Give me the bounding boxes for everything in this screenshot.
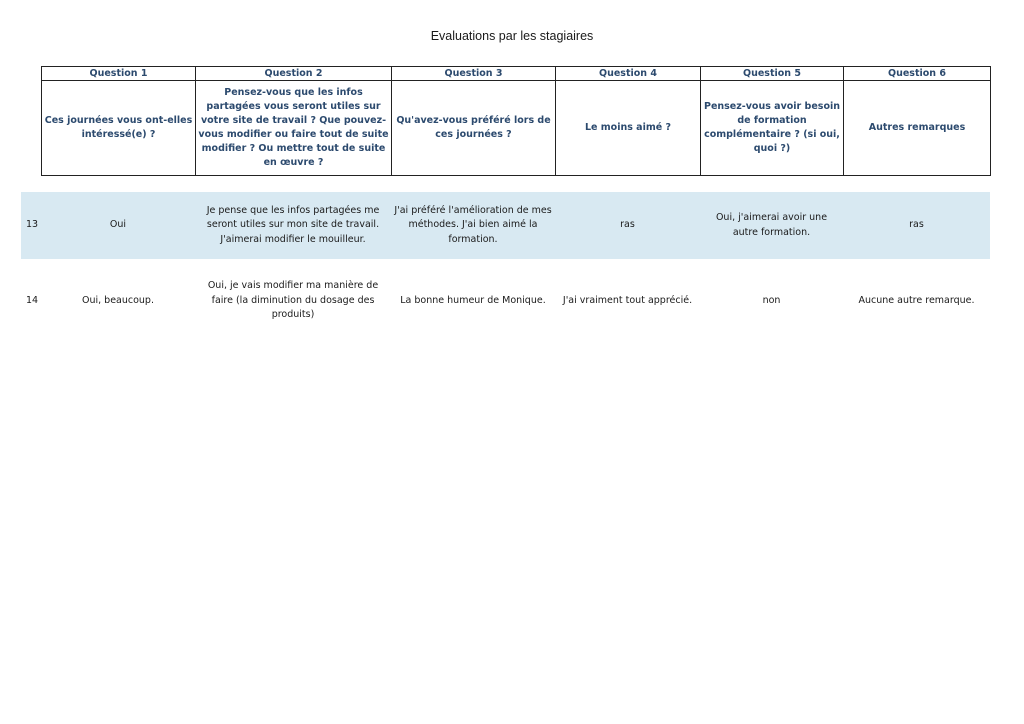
response-row-14 xyxy=(21,274,990,328)
question-1-label: Question 1 xyxy=(42,67,196,81)
answer-q6: Aucune autre remarque. xyxy=(858,294,975,306)
question-5-label: Question 5 xyxy=(701,67,844,81)
answer-q5: Oui, j'aimerai avoir une autre formation. xyxy=(715,212,828,238)
answer-q2: Oui, je vais modifier ma manière de faire (la diminution du dosage des produits) xyxy=(207,280,379,321)
answer-q1: Oui, beaucoup. xyxy=(81,294,154,306)
answer-q3: J'ai préféré l'amélioration de mes méthodes. J'ai bien aimé la formation. xyxy=(394,204,552,245)
questions-header-table xyxy=(41,66,991,176)
response-number: 14 xyxy=(26,294,39,306)
question-6-label: Question 6 xyxy=(844,67,991,81)
answer-q2: Je pense que les infos partagées me seront utiles sur mon site de travail. J'aimerai modifier le mouilleur. xyxy=(206,204,380,245)
question-3-text: Qu'avez-vous préféré lors de ces journées ? xyxy=(392,81,556,176)
answer-q3: La bonne humeur de Monique. xyxy=(400,294,546,306)
question-2-text: Pensez-vous que les infos partagées vous seront utiles sur votre site de travail ? Que pouvez-vous modifier ou faire tout de suite modifier ? Ou mettre tout de suite en œuvre ? xyxy=(196,81,392,176)
answer-q5: non xyxy=(762,294,781,306)
answer-q4: ras xyxy=(620,219,635,231)
response-row-13 xyxy=(21,192,990,259)
page-title: Evaluations par les stagiaires xyxy=(430,29,594,43)
question-6-text: Autres remarques xyxy=(844,81,991,176)
table-row xyxy=(21,192,990,259)
answer-q6: ras xyxy=(909,219,924,231)
question-2-label: Question 2 xyxy=(196,67,392,81)
answer-q4: J'ai vraiment tout apprécié. xyxy=(562,294,693,306)
question-3-label: Question 3 xyxy=(392,67,556,81)
question-number-row xyxy=(42,67,991,81)
question-4-text: Le moins aimé ? xyxy=(556,81,701,176)
answer-q1: Oui xyxy=(109,219,127,231)
question-text-row xyxy=(42,81,991,176)
question-4-label: Question 4 xyxy=(556,67,701,81)
response-number: 13 xyxy=(26,219,39,231)
table-row xyxy=(21,274,990,328)
question-1-text: Ces journées vous ont-elles intéressé(e) ? xyxy=(42,81,196,176)
question-5-text: Pensez-vous avoir besoin de formation complémentaire ? (si oui, quoi ?) xyxy=(701,81,844,176)
